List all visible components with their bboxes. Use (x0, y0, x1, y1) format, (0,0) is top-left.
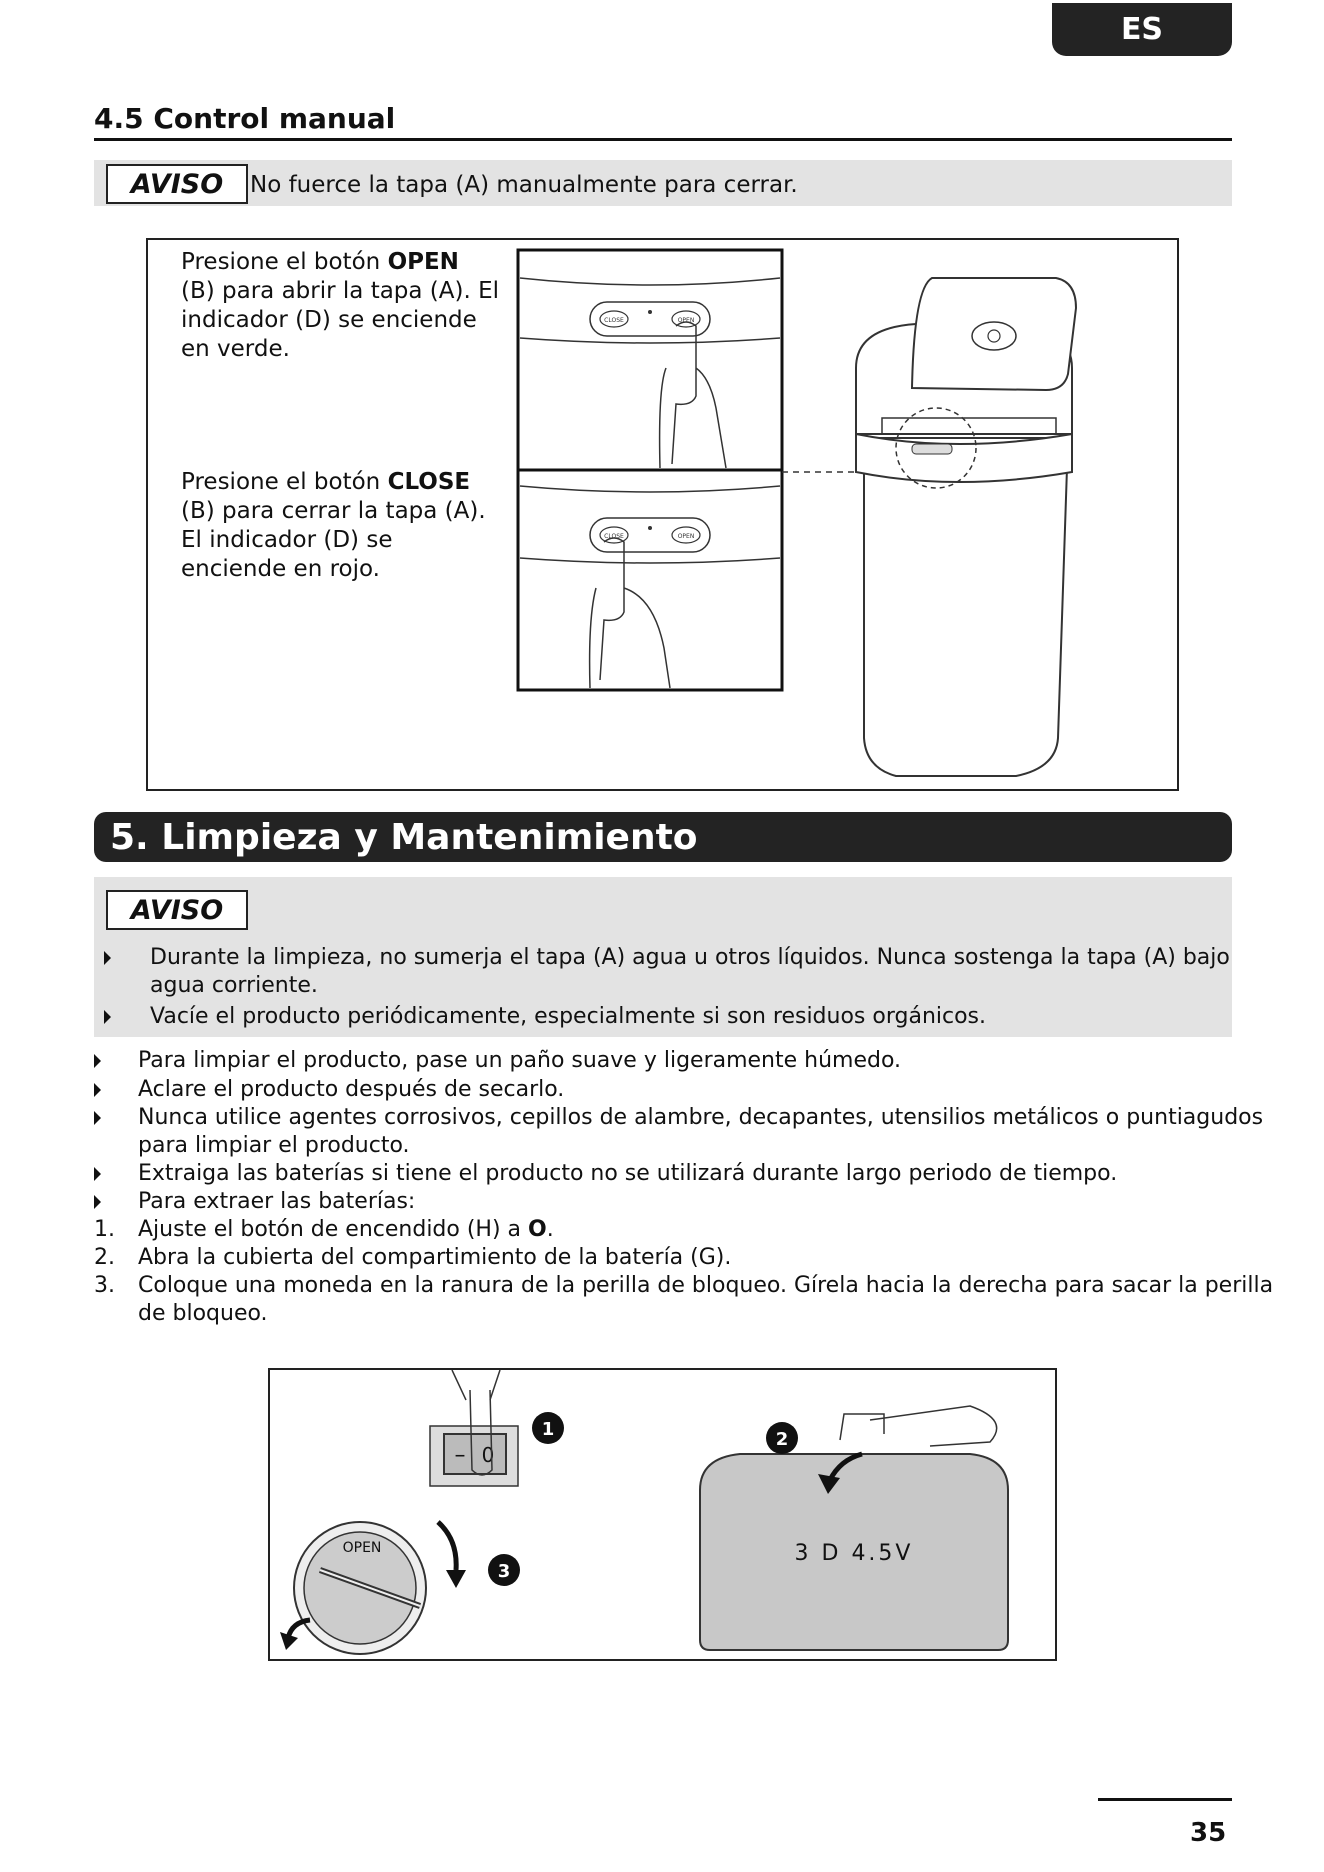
notice-bullet-1: Durante la limpieza, no sumerja el tapa (A) agua u otros líquidos. Nunca sostenga la tapa (A) bajo (150, 945, 1230, 970)
close-button-label: CLOSE (387, 469, 471, 495)
cleaning-bullet-5: Para extraer las baterías: (138, 1189, 416, 1214)
step-1-bold: O (528, 1217, 547, 1242)
step-badge-2 (766, 1422, 798, 1454)
badge-1-label: 1 (541, 1419, 555, 1440)
cleaning-notice-label: AVISO (106, 890, 248, 930)
notice-bullet-1-cont: agua corriente. (150, 973, 318, 998)
bullet-marker (94, 1195, 101, 1209)
page-number-rule (1098, 1798, 1232, 1801)
step-close-suffix: (B) para cerrar la tapa (A). El indicador (D) se enciende en rojo. (181, 498, 486, 582)
notice-bullet-2: Vacíe el producto periódicamente, especialmente si son residuos orgánicos. (150, 1004, 987, 1029)
step-open-prefix: Presione el botón (181, 249, 388, 275)
trash-can (856, 278, 1076, 776)
page-number: 35 (1190, 1818, 1227, 1848)
step-close-prefix: Presione el botón (181, 469, 388, 495)
bullet-marker (104, 1010, 111, 1024)
fig-close-label-2: CLOSE (604, 533, 624, 540)
cleaning-bullet-3-cont: para limpiar el producto. (138, 1133, 410, 1158)
bullet-marker (94, 1167, 101, 1181)
step-2-text: Abra la cubierta del compartimiento de la batería (G). (138, 1245, 732, 1270)
cleaning-bullet-3: Nunca utilice agentes corrosivos, cepillos de alambre, decapantes, utensilios metálicos o puntiagudos (138, 1105, 1264, 1130)
step-number-3: 3. (94, 1273, 115, 1298)
fig-open-label-2: OPEN (677, 533, 695, 540)
bullet-marker (94, 1054, 101, 1068)
open-button-panel (518, 250, 782, 470)
chapter-title-bar: 5. Limpieza y Mantenimiento (94, 812, 1232, 862)
step-badge-1 (532, 1412, 564, 1444)
fig-close-label-1: CLOSE (604, 317, 624, 324)
badge-3-label: 3 (497, 1561, 511, 1582)
step-1-text (138, 1216, 554, 1244)
step-number-2: 2. (94, 1245, 115, 1270)
badge-2-label: 2 (775, 1429, 789, 1450)
step-3-text-cont: de bloqueo. (138, 1301, 268, 1326)
step-open-text (181, 248, 501, 364)
step-close-text (181, 468, 501, 584)
step-badge-3 (488, 1554, 520, 1586)
section-title-4-5: 4.5 Control manual (94, 102, 396, 135)
close-button-panel (518, 470, 782, 690)
open-button-label: OPEN (387, 249, 459, 275)
cleaning-bullet-4: Extraiga las baterías si tiene el producto no se utilizará durante largo periodo de tiempo. (138, 1161, 1118, 1186)
bullet-marker (104, 951, 111, 965)
cleaning-bullet-1: Para limpiar el producto, pase un paño suave y ligeramente húmedo. (138, 1048, 902, 1073)
knob-open-label: OPEN (342, 1540, 382, 1556)
notice-label: AVISO (106, 164, 248, 204)
battery-illustration (270, 1370, 1055, 1659)
step-open-suffix: (B) para abrir la tapa (A). El indicador (D) se enciende en verde. (181, 278, 500, 362)
step-3-text: Coloque una moneda en la ranura de la perilla de bloqueo. Gírela hacia la derecha para sacar la perilla (138, 1273, 1274, 1298)
bullet-marker (94, 1111, 101, 1125)
bullet-marker (94, 1083, 101, 1097)
language-tab: ES (1052, 3, 1232, 56)
lock-knob (280, 1522, 466, 1654)
battery-cover (700, 1406, 1008, 1650)
step-number-1: 1. (94, 1217, 115, 1242)
power-switch (430, 1370, 518, 1486)
notice-text: No fuerce la tapa (A) manualmente para cerrar. (250, 172, 798, 198)
step-1-prefix: Ajuste el botón de encendido (H) a (138, 1217, 529, 1242)
step-1-after: . (546, 1217, 554, 1242)
cleaning-bullet-2: Aclare el producto después de secarlo. (138, 1077, 565, 1102)
section-rule (94, 138, 1232, 141)
battery-label: 3 D 4.5V (794, 1541, 914, 1566)
switch-zero: 0 (481, 1443, 495, 1467)
trash-can-illustration (516, 248, 1116, 783)
switch-minus: – (454, 1443, 466, 1468)
fig-open-label-1: OPEN (677, 317, 695, 324)
